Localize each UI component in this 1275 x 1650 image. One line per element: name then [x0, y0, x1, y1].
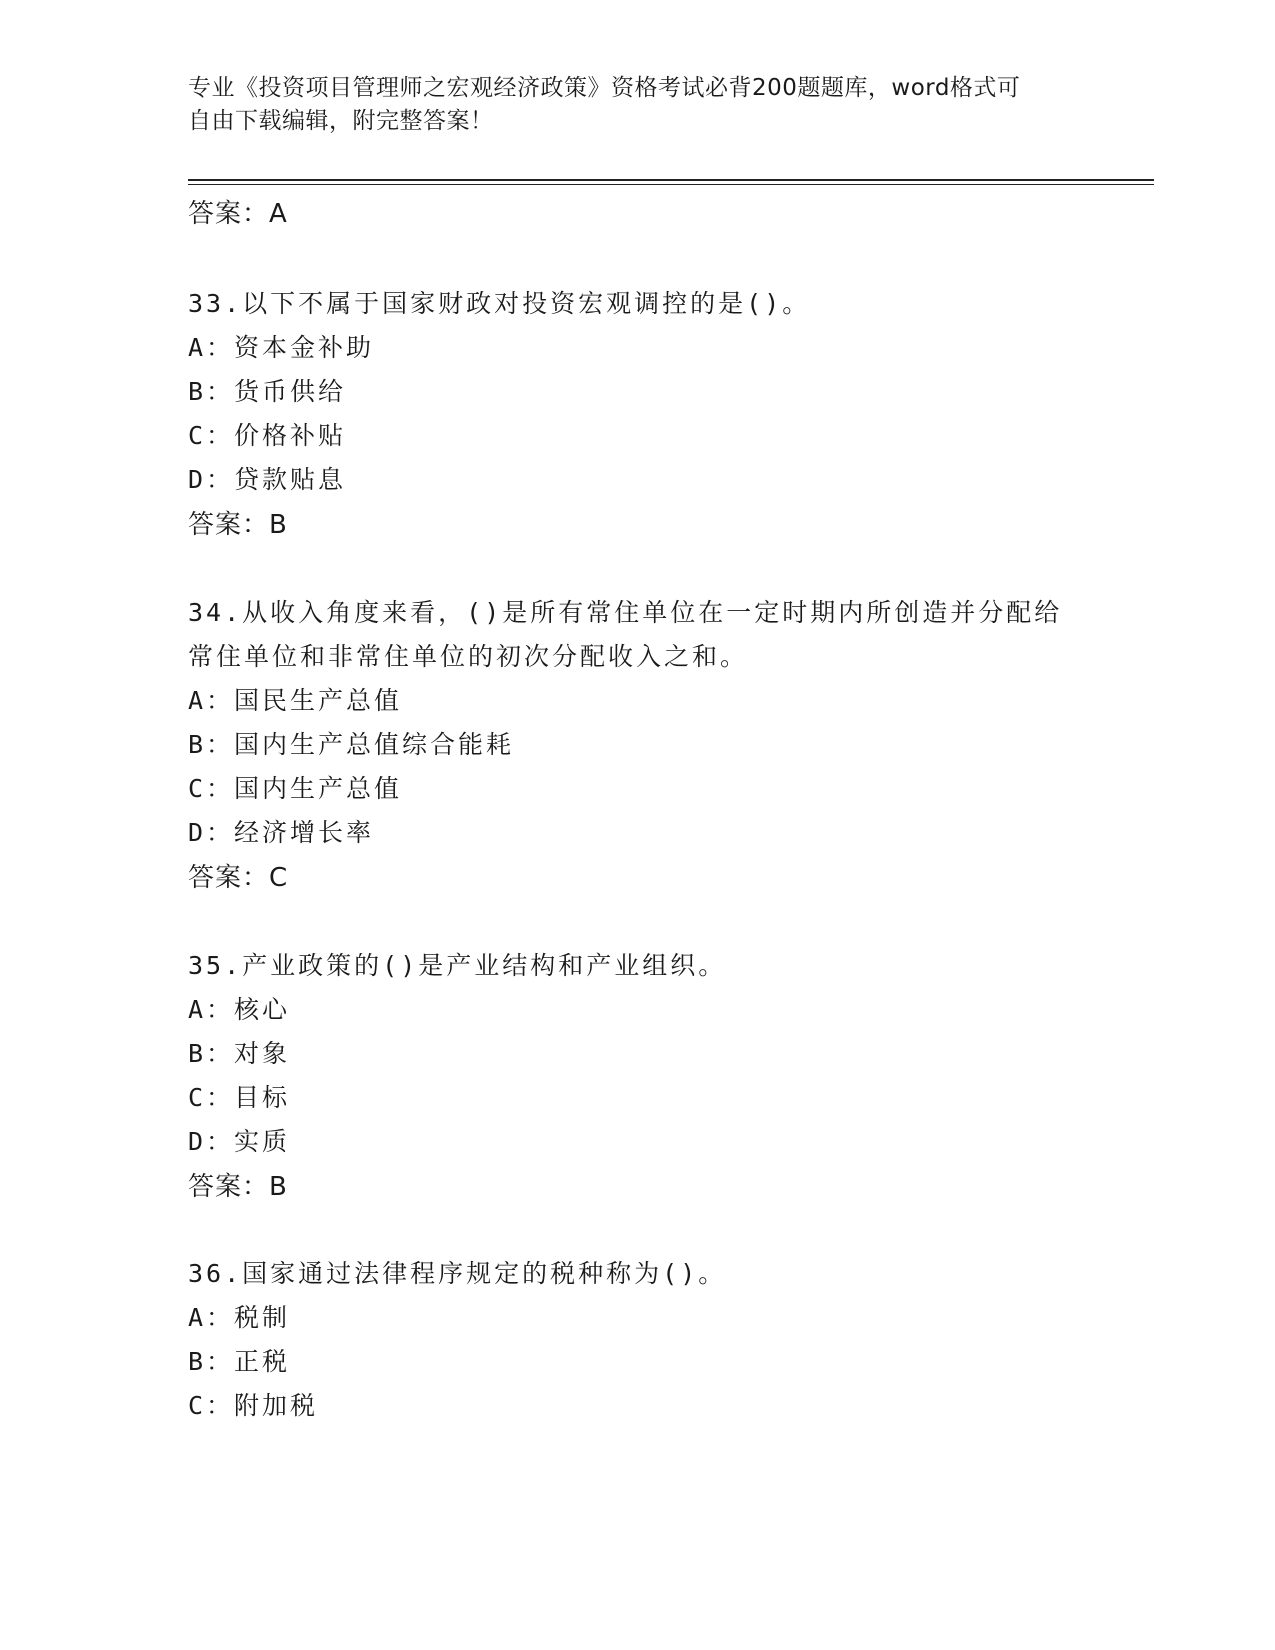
answer-32: 答案：A	[188, 199, 288, 229]
header-divider-thick	[188, 179, 1154, 181]
header-line-2: 自由下载编辑，附完整答案！	[188, 108, 494, 134]
q35-option-b: B：对象	[188, 1039, 291, 1068]
q36-option-a: A：税制	[188, 1303, 291, 1332]
q33-option-a: A：资本金补助	[188, 333, 375, 362]
answer-34: 答案：C	[188, 863, 289, 893]
document-header	[188, 72, 1088, 138]
q33-option-c: C：价格补贴	[188, 421, 347, 450]
header-divider-thin	[188, 184, 1154, 185]
question-34-line-2: 常住单位和非常住单位的初次分配收入之和。	[188, 642, 749, 671]
question-33: 33.以下不属于国家财政对投资宏观调控的是()。	[188, 289, 811, 318]
q35-option-c: C：目标	[188, 1083, 291, 1112]
q34-option-a: A：国民生产总值	[188, 686, 403, 715]
q34-option-c: C：国内生产总值	[188, 774, 403, 803]
q33-option-d: D：贷款贴息	[188, 465, 347, 494]
q36-option-b: B：正税	[188, 1347, 291, 1376]
question-34-line-1: 34.从收入角度来看，()是所有常住单位在一定时期内所创造并分配给	[188, 598, 1063, 627]
header-line-1: 专业《投资项目管理师之宏观经济政策》资格考试必背200题题库，word格式可	[188, 75, 1021, 101]
q36-option-c: C：附加税	[188, 1391, 319, 1420]
question-36: 36.国家通过法律程序规定的税种称为()。	[188, 1259, 727, 1288]
q33-option-b: B：货币供给	[188, 377, 347, 406]
q34-option-d: D：经济增长率	[188, 818, 375, 847]
question-35: 35.产业政策的()是产业结构和产业组织。	[188, 951, 727, 980]
q34-option-b: B：国内生产总值综合能耗	[188, 730, 515, 759]
answer-35: 答案：B	[188, 1172, 288, 1202]
q35-option-d: D：实质	[188, 1127, 291, 1156]
answer-33: 答案：B	[188, 510, 288, 540]
q35-option-a: A：核心	[188, 995, 291, 1024]
